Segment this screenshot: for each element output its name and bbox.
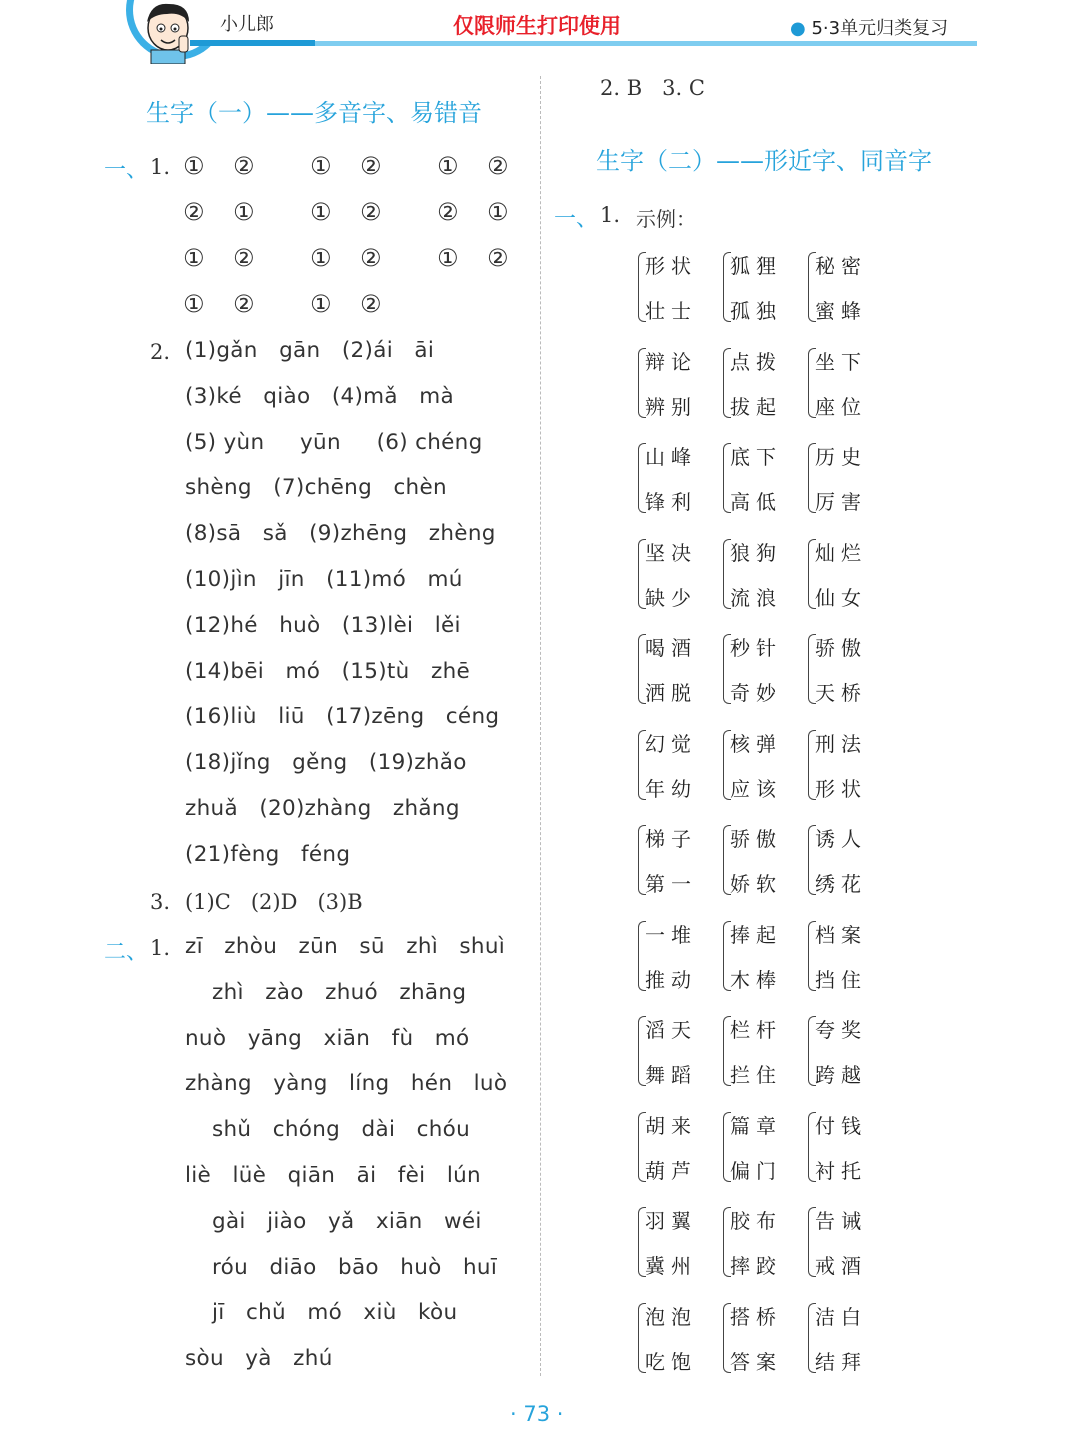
word-pair-group bbox=[723, 250, 793, 326]
word-pair-group bbox=[723, 823, 793, 899]
word: 历史 bbox=[815, 445, 867, 469]
word: 缺少 bbox=[645, 585, 697, 610]
word: 高低 bbox=[730, 490, 782, 514]
word: 衬托 bbox=[815, 1158, 867, 1183]
word: 偏门 bbox=[730, 1158, 782, 1183]
word: 篇章 bbox=[730, 1113, 782, 1138]
word-pair-group bbox=[723, 728, 793, 804]
word: 戒酒 bbox=[815, 1254, 867, 1278]
word-pair-group bbox=[808, 441, 878, 517]
circled-answer: ① bbox=[310, 152, 332, 180]
word: 推动 bbox=[645, 967, 697, 992]
pinyin-line: zī zhòu zūn sū zhì shuì bbox=[185, 934, 506, 959]
word-pair-group bbox=[638, 823, 708, 899]
word-pair-group bbox=[808, 728, 878, 804]
word: 梯子 bbox=[645, 827, 697, 851]
header-rule-dark bbox=[190, 40, 315, 46]
word: 天桥 bbox=[815, 681, 867, 705]
section-name: 5·3单元归类复习 bbox=[811, 18, 949, 39]
word: 坐下 bbox=[815, 349, 867, 374]
circled-answer: ② bbox=[233, 152, 255, 180]
word-pair-group bbox=[723, 1110, 793, 1186]
pinyin-line: liè lüè qiān āi fèi lún bbox=[185, 1163, 481, 1188]
word: 拦住 bbox=[730, 1063, 782, 1087]
word-pair-group bbox=[808, 1110, 878, 1186]
word: 泡泡 bbox=[645, 1304, 697, 1329]
word: 娇软 bbox=[730, 872, 782, 896]
circled-answer: ② bbox=[183, 198, 205, 226]
word: 辩论 bbox=[645, 349, 697, 374]
left-section-title: 生字（一）——多音字、易错音 bbox=[146, 99, 482, 127]
word: 舞蹈 bbox=[645, 1063, 697, 1087]
word-pair-group bbox=[808, 250, 878, 326]
word: 跨越 bbox=[815, 1063, 867, 1087]
circled-answer: ① bbox=[233, 198, 255, 226]
word-pair-group bbox=[723, 1014, 793, 1090]
word: 拔起 bbox=[730, 394, 782, 419]
word: 洁白 bbox=[815, 1304, 867, 1329]
circled-answer: ② bbox=[360, 290, 382, 318]
word: 结拜 bbox=[815, 1349, 867, 1374]
word: 狐狸 bbox=[730, 254, 782, 278]
circled-answer: ① bbox=[437, 152, 459, 180]
circled-answer: ① bbox=[487, 198, 509, 226]
pinyin-line: (5) yùn yūn (6) chéng bbox=[185, 429, 483, 455]
circled-answer: ② bbox=[487, 152, 509, 180]
circled-answer: ① bbox=[183, 244, 205, 272]
word: 栏杆 bbox=[730, 1018, 782, 1042]
pinyin-line: róu diāo bāo huò huī bbox=[212, 1254, 498, 1280]
word: 诱人 bbox=[815, 827, 867, 851]
word: 核弹 bbox=[730, 731, 782, 756]
word: 奇妙 bbox=[730, 681, 782, 705]
word-pair-group bbox=[723, 441, 793, 517]
q2-number: 2. bbox=[150, 340, 171, 364]
word-pair-group bbox=[638, 537, 708, 613]
pinyin-line: (18)jǐng gěng (19)zhǎo bbox=[185, 750, 467, 776]
boy-mascot-icon bbox=[137, 0, 199, 64]
pinyin-line: sòu yà zhú bbox=[185, 1346, 333, 1372]
word: 应该 bbox=[730, 776, 782, 801]
word: 洒脱 bbox=[645, 681, 697, 705]
pinyin-line: shèng (7)chēng chèn bbox=[185, 475, 447, 501]
word: 夸奖 bbox=[815, 1018, 867, 1042]
word-pair-group bbox=[723, 919, 793, 995]
circled-answer: ① bbox=[310, 290, 332, 318]
word: 孤独 bbox=[730, 299, 782, 323]
pinyin-line: (16)liù liū (17)zēng céng bbox=[185, 704, 500, 730]
word: 秘密 bbox=[815, 254, 867, 278]
pinyin-line: (14)bēi mó (15)tù zhē bbox=[185, 658, 471, 684]
circled-answer: ① bbox=[183, 152, 205, 180]
word-pair-group bbox=[638, 1110, 708, 1186]
word: 滔天 bbox=[645, 1018, 697, 1042]
word-pair-group bbox=[808, 346, 878, 422]
word: 捧起 bbox=[730, 922, 782, 947]
word-pair-group bbox=[808, 1014, 878, 1090]
right-q1-number: 1. bbox=[600, 203, 621, 227]
word-pair-group bbox=[638, 441, 708, 517]
word-pair-group bbox=[638, 1205, 708, 1281]
word: 仙女 bbox=[815, 585, 867, 610]
word: 一堆 bbox=[645, 922, 697, 947]
word: 摔跤 bbox=[730, 1254, 782, 1278]
circled-answer: ① bbox=[437, 244, 459, 272]
word-pair-group bbox=[723, 1205, 793, 1281]
bullet-dot-icon: ● bbox=[790, 18, 806, 39]
q3-answers: (1)C (2)D (3)B bbox=[185, 890, 363, 914]
word-pair-group bbox=[808, 1301, 878, 1377]
circled-answer: ② bbox=[233, 244, 255, 272]
word: 搭桥 bbox=[730, 1304, 782, 1329]
pinyin-line: gài jiào yǎ xiān wéi bbox=[212, 1208, 482, 1234]
pinyin-line: (12)hé huò (13)lèi lěi bbox=[185, 612, 461, 638]
word-pair-group bbox=[638, 919, 708, 995]
word-pair-group bbox=[638, 1014, 708, 1090]
brand-label: 小儿郎 bbox=[220, 14, 274, 35]
word: 形状 bbox=[645, 254, 697, 278]
q3-number: 3. bbox=[150, 890, 171, 914]
word: 答案 bbox=[730, 1349, 782, 1374]
word: 辨别 bbox=[645, 394, 697, 419]
top-answers: 2. B 3. C bbox=[600, 76, 705, 100]
word-pair-group bbox=[638, 728, 708, 804]
word: 点拨 bbox=[730, 349, 782, 374]
circled-answer: ② bbox=[487, 244, 509, 272]
right-section-title: 生字（二）——形近字、同音字 bbox=[596, 147, 932, 175]
part2-label: 二、 bbox=[104, 940, 149, 965]
word: 告诫 bbox=[815, 1209, 867, 1233]
pinyin-line: jī chǔ mó xiù kòu bbox=[212, 1300, 458, 1326]
circled-answer: ① bbox=[183, 290, 205, 318]
word: 幻觉 bbox=[645, 731, 697, 756]
word: 壮士 bbox=[645, 299, 697, 323]
word-pair-group bbox=[723, 632, 793, 708]
example-label: 示例： bbox=[636, 207, 696, 231]
pinyin-line: (21)fèng féng bbox=[185, 841, 351, 867]
pinyin-line: nuò yāng xiān fù mó bbox=[185, 1025, 470, 1051]
word-pair-group bbox=[638, 632, 708, 708]
word: 锋利 bbox=[645, 490, 697, 514]
word-pair-group bbox=[638, 250, 708, 326]
word: 档案 bbox=[815, 922, 867, 947]
word: 冀州 bbox=[645, 1254, 697, 1278]
word: 骄傲 bbox=[730, 827, 782, 851]
word: 座位 bbox=[815, 394, 867, 419]
word-pair-group bbox=[723, 346, 793, 422]
word: 挡住 bbox=[815, 967, 867, 992]
word: 羽翼 bbox=[645, 1209, 697, 1233]
circled-answer: ② bbox=[360, 152, 382, 180]
word: 厉害 bbox=[815, 490, 867, 514]
word: 绣花 bbox=[815, 872, 867, 896]
word: 流浪 bbox=[730, 585, 782, 610]
pinyin-line: zhì zào zhuó zhāng bbox=[212, 979, 467, 1005]
word: 坚决 bbox=[645, 540, 697, 565]
page-number: · 73 · bbox=[510, 1402, 564, 1426]
circled-answer: ② bbox=[437, 198, 459, 226]
word: 秒针 bbox=[730, 636, 782, 660]
word: 山峰 bbox=[645, 445, 697, 469]
circled-answer: ② bbox=[233, 290, 255, 318]
word: 灿烂 bbox=[815, 540, 867, 565]
word-pair-group bbox=[808, 823, 878, 899]
circled-answer: ② bbox=[360, 198, 382, 226]
word-pair-group bbox=[638, 1301, 708, 1377]
pinyin-line: (1)gǎn gān (2)ái āi bbox=[185, 338, 435, 363]
word: 付钱 bbox=[815, 1113, 867, 1138]
word: 年幼 bbox=[645, 776, 697, 801]
word: 喝酒 bbox=[645, 636, 697, 660]
word: 狼狗 bbox=[730, 540, 782, 565]
circled-answer: ② bbox=[360, 244, 382, 272]
word: 刑法 bbox=[815, 731, 867, 756]
pinyin-line: shǔ chóng dài chóu bbox=[212, 1117, 471, 1143]
word: 胶布 bbox=[730, 1209, 782, 1233]
p2-q1-number: 1. bbox=[150, 936, 171, 960]
part1-label: 一、 bbox=[104, 158, 149, 183]
word: 木棒 bbox=[730, 967, 782, 992]
word: 形状 bbox=[815, 776, 867, 801]
pinyin-line: (3)ké qiào (4)mǎ mà bbox=[185, 383, 455, 409]
word: 底下 bbox=[730, 445, 782, 469]
word-pair-group bbox=[723, 1301, 793, 1377]
q1-number: 1. bbox=[150, 155, 171, 179]
pinyin-line: (10)jìn jīn (11)mó mú bbox=[185, 567, 463, 592]
column-divider bbox=[540, 76, 541, 1376]
right-part1-label: 一、 bbox=[554, 207, 599, 232]
word-pair-group bbox=[808, 919, 878, 995]
word: 骄傲 bbox=[815, 636, 867, 660]
word-pair-group bbox=[638, 346, 708, 422]
header-rule-light bbox=[315, 41, 977, 46]
circled-answer: ① bbox=[310, 198, 332, 226]
word: 胡来 bbox=[645, 1113, 697, 1138]
word-pair-group bbox=[808, 537, 878, 613]
word: 葫芦 bbox=[645, 1158, 697, 1183]
word-pair-group bbox=[723, 537, 793, 613]
print-notice-title: 仅限师生打印使用 bbox=[453, 14, 621, 38]
pinyin-line: (8)sā sǎ (9)zhēng zhèng bbox=[185, 521, 496, 547]
section-label bbox=[790, 14, 948, 40]
word-pair-group bbox=[808, 632, 878, 708]
word: 第一 bbox=[645, 872, 697, 896]
word-pair-group bbox=[808, 1205, 878, 1281]
pinyin-line: zhàng yàng líng hén luò bbox=[185, 1071, 508, 1097]
circled-answer: ① bbox=[310, 244, 332, 272]
word: 蜜蜂 bbox=[815, 299, 867, 323]
word: 吃饱 bbox=[645, 1349, 697, 1374]
pinyin-line: zhuǎ (20)zhàng zhǎng bbox=[185, 796, 460, 821]
